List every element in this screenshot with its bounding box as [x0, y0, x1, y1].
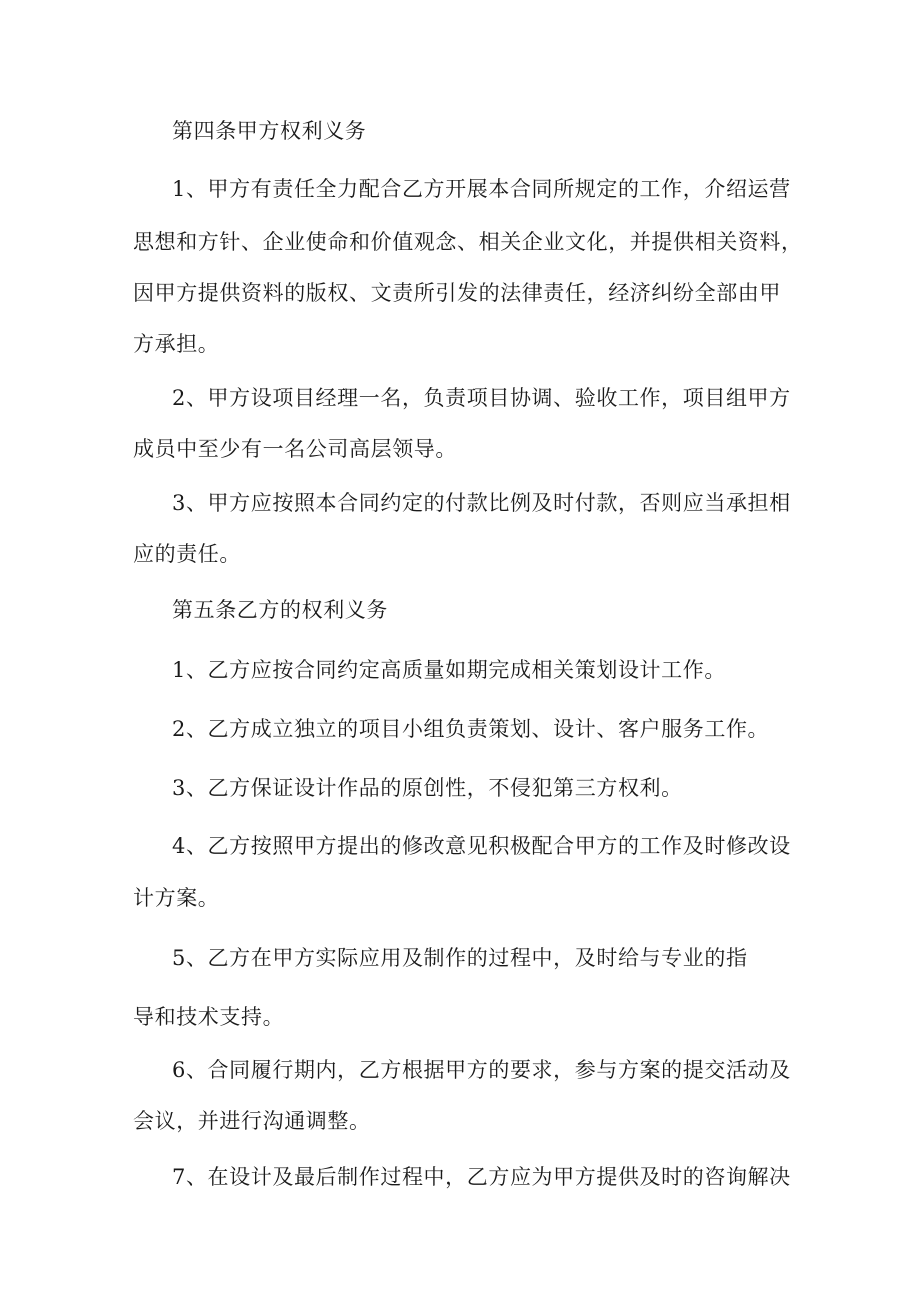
- article5-clause6-line1: 6、合同履行期内，乙方根据甲方的要求，参与方案的提交活动及: [172, 1058, 791, 1082]
- article5-clause7-line1: 7、在设计及最后制作过程中，乙方应为甲方提供及时的咨询解决: [172, 1165, 791, 1189]
- article5-clause1: 1、乙方应按合同约定高质量如期完成相关策划设计工作。: [172, 658, 726, 682]
- article4-clause2-line2: 成员中至少有一名公司高层领导。: [133, 437, 457, 461]
- article4-clause3-line2: 应的责任。: [133, 542, 241, 566]
- article4-clause1-line3: 因甲方提供资料的版权、文责所引发的法律责任，经济纠纷全部由甲: [133, 281, 781, 305]
- article5-clause3: 3、乙方保证设计作品的原创性，不侵犯第三方权利。: [172, 776, 683, 800]
- article5-clause2: 2、乙方成立独立的项目小组负责策划、设计、客户服务工作。: [172, 717, 770, 741]
- article5-clause5-line1: 5、乙方在甲方实际应用及制作的过程中，及时给与专业的指: [172, 946, 748, 970]
- article4-heading: 第四条甲方权利义务: [172, 119, 367, 143]
- article5-heading: 第五条乙方的权利义务: [172, 598, 388, 622]
- article4-clause3-line1: 3、甲方应按照本合同约定的付款比例及时付款，否则应当承担相: [172, 491, 791, 515]
- article5-clause5-line2: 导和技术支持。: [133, 1005, 285, 1029]
- article4-clause1-line4: 方承担。: [133, 332, 220, 356]
- article4-clause2-line1: 2、甲方设项目经理一名，负责项目协调、验收工作，项目组甲方: [172, 386, 791, 410]
- article4-clause1-line2: 思想和方针、企业使命和价值观念、相关企业文化，并提供相关资料，: [133, 230, 803, 254]
- article5-clause4-line2: 计方案。: [133, 886, 220, 910]
- article5-clause6-line2: 会议，并进行沟通调整。: [133, 1109, 371, 1133]
- article4-clause1-line1: 1、甲方有责任全力配合乙方开展本合同所规定的工作，介绍运营: [172, 177, 791, 201]
- article5-clause4-line1: 4、乙方按照甲方提出的修改意见积极配合甲方的工作及时修改设: [172, 834, 791, 858]
